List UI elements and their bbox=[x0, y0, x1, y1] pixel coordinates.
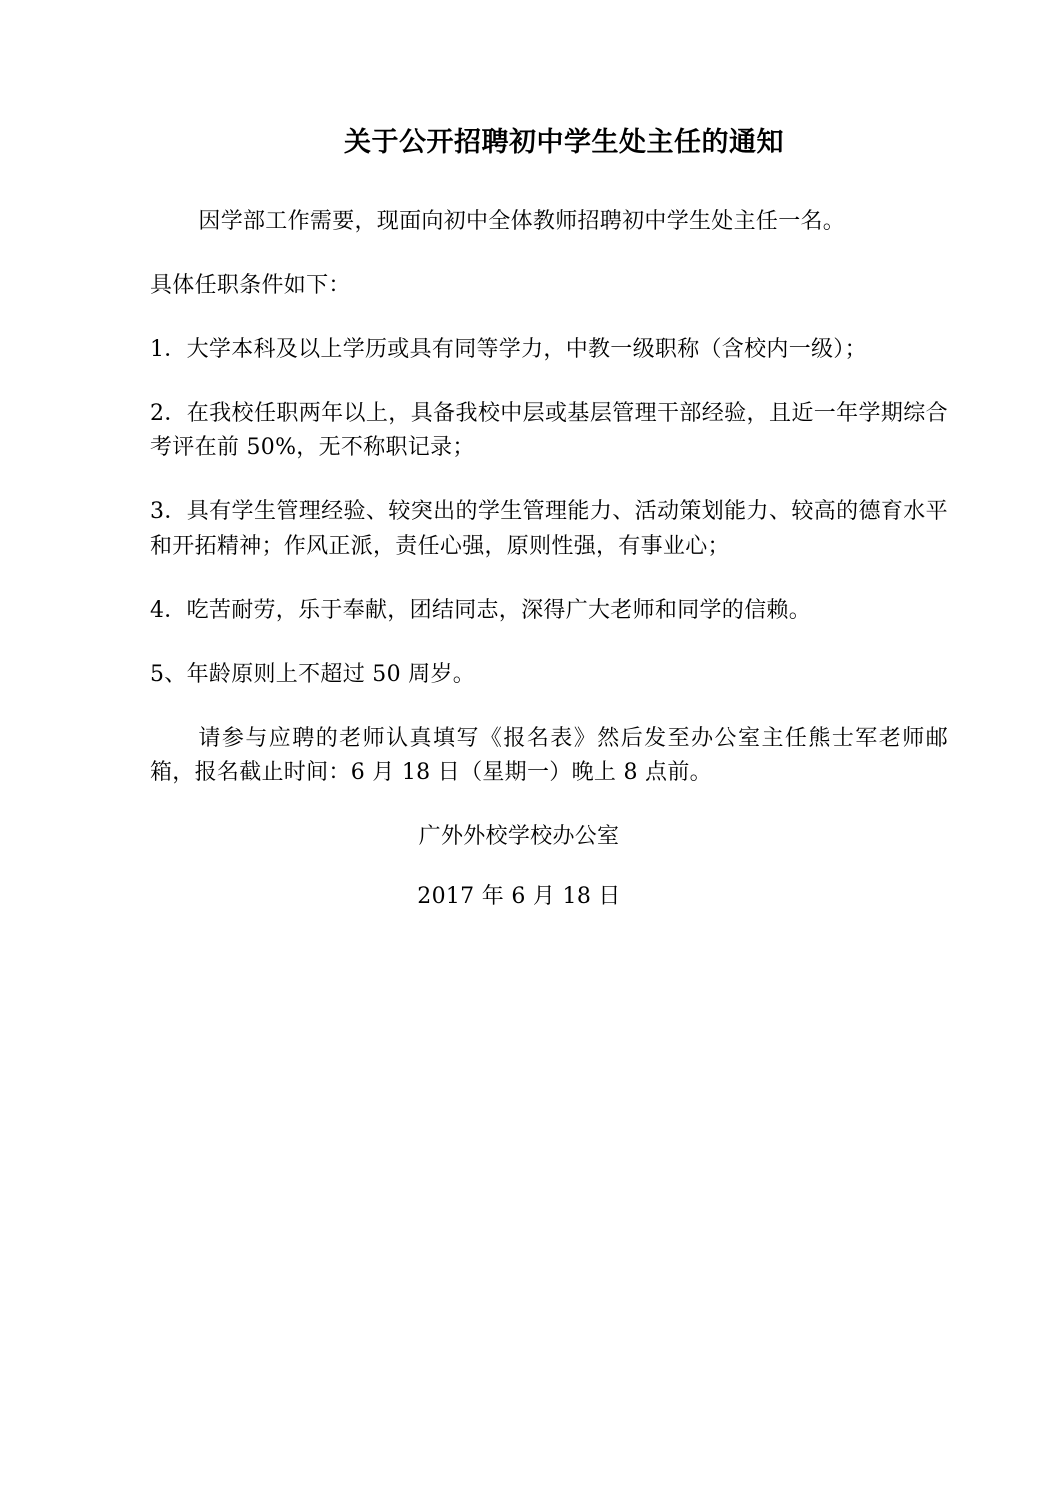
page-title: 关于公开招聘初中学生处主任的通知 bbox=[344, 127, 784, 158]
spacer bbox=[150, 564, 948, 594]
document-date: 2017 年 6 月 18 日 bbox=[417, 884, 621, 910]
closing-paragraph: 请参与应聘的老师认真填写《报名表》然后发至办公室主任熊士军老师邮箱，报名截止时间：6 月 18 日（星期一）晚上 8 点前。 bbox=[150, 725, 948, 785]
spacer bbox=[150, 367, 948, 397]
spacer bbox=[150, 159, 948, 205]
spacer bbox=[150, 692, 948, 722]
condition-item: 5、年龄原则上不超过 50 周岁。 bbox=[150, 661, 476, 687]
spacer bbox=[150, 465, 948, 495]
condition-item: 4．吃苦耐劳，乐于奉献，团结同志，深得广大老师和同学的信赖。 bbox=[150, 597, 811, 623]
conditions-heading: 具体任职条件如下： bbox=[150, 273, 351, 299]
spacer bbox=[150, 303, 948, 333]
intro-paragraph: 因学部工作需要，现面向初中全体教师招聘初中学生处主任一名。 bbox=[198, 209, 846, 234]
condition-item: 1．大学本科及以上学历或具有同等学力，中教一级职称（含校内一级）； bbox=[150, 337, 867, 363]
condition-item: 2．在我校任职两年以上，具备我校中层或基层管理干部经验，且近一年学期综合考评在前 50%，无不称职记录； bbox=[150, 401, 948, 461]
condition-item: 3．具有学生管理经验、较突出的学生管理能力、活动策划能力、较高的德育水平和开拓精神；作风正派，责任心强，原则性强，有事业心； bbox=[150, 499, 948, 559]
spacer bbox=[150, 628, 948, 658]
signature: 广外外校学校办公室 bbox=[418, 824, 620, 850]
spacer bbox=[150, 239, 948, 269]
